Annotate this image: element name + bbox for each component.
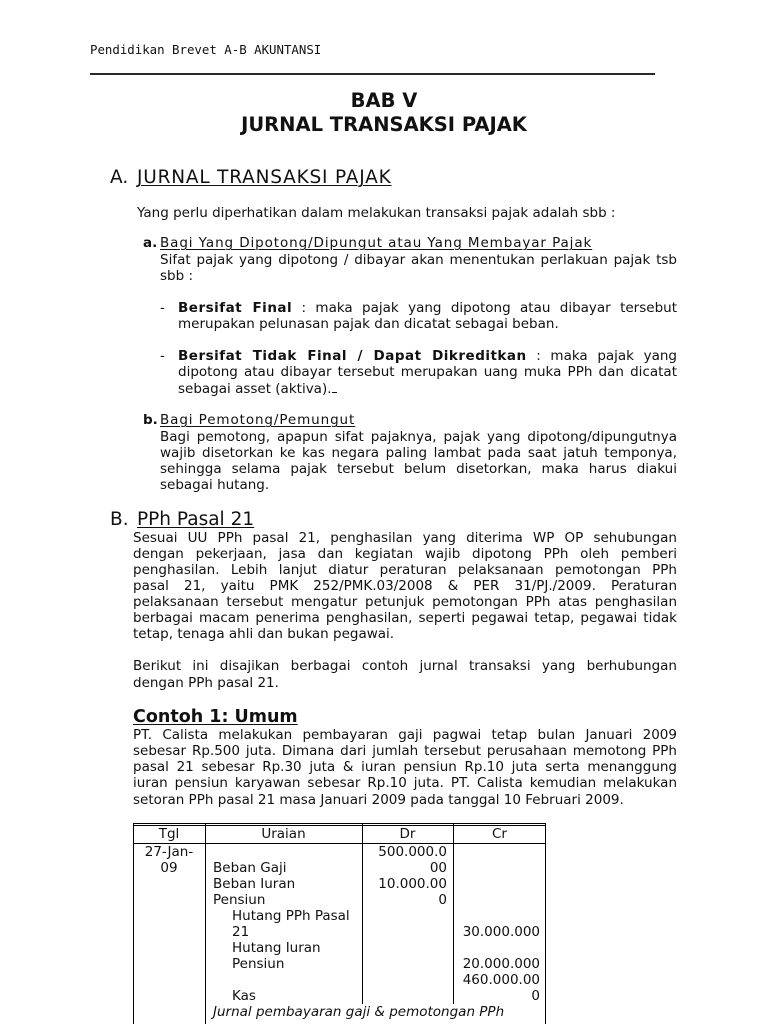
table-header-cr: Cr <box>492 826 507 842</box>
table-row <box>133 844 546 860</box>
table-header-row <box>133 826 546 843</box>
table-cell-dr: 0 <box>438 892 447 908</box>
paragraph-line: Sifat pajak yang dipotong / dibayar akan menentukan perlakuan pajak tsb <box>160 252 677 268</box>
table-row <box>133 940 546 956</box>
bullet-line <box>178 348 677 364</box>
table-cell-uraian: 21 <box>232 924 250 940</box>
paragraph-line: pelaksanaan tersebut mengatur petunjuk pemotongan PPh atas penghasilan <box>133 594 677 610</box>
section-a-intro: Yang perlu diperhatikan dalam melakukan transaksi pajak adalah sbb : <box>137 205 616 221</box>
paragraph-line: wajib disetorkan ke kas negara paling lambat pada saat jatuh temponya, <box>160 445 677 461</box>
bullet-term: Bersifat Tidak Final / Dapat Dikreditkan <box>178 348 527 364</box>
table-cell-dr: 10.000.00 <box>378 876 447 892</box>
table-cell-uraian: Beban Iuran <box>213 876 296 892</box>
bullet-text: : maka pajak yang dipotong atau dibayar tersebut <box>301 300 677 316</box>
paragraph-line: sbb : <box>160 268 194 284</box>
paragraph-line: PT. Calista melakukan pembayaran gaji pagwai tetap bulan Januari 2009 <box>133 727 677 743</box>
table-cell-cr: 460.000.00 <box>462 972 540 988</box>
header-rule <box>90 73 655 75</box>
table-cell-tgl: 27-Jan- <box>144 844 194 860</box>
paragraph-line: penghasilan. Lebih lanjut diatur peraturan pelaksanaan pemotongan PPh <box>133 562 677 578</box>
sub-a-heading: Bagi Yang Dipotong/Dipungut atau Yang Membayar Pajak <box>160 235 593 251</box>
paragraph-line: pasal 21, yaitu PMK 252/PMK.03/2008 & PER 31/PJ./2009. Peraturan <box>133 578 677 594</box>
sub-b-paragraph <box>160 429 677 493</box>
sub-a-marker: a. <box>143 235 158 251</box>
paragraph-line: dengan PPh pasal 21. <box>133 675 279 691</box>
table-cell-dr: 500.000.0 <box>378 844 447 860</box>
table-header-uraian: Uraian <box>261 826 306 842</box>
table-cell-uraian: Beban Gaji <box>213 860 287 876</box>
bullet-text: : maka pajak yang <box>536 348 677 364</box>
chapter-title: JURNAL TRANSAKSI PAJAK <box>241 113 527 136</box>
bullet-point-final <box>178 300 677 332</box>
journal-table <box>133 823 546 1024</box>
bullet-term: Bersifat Final <box>178 300 293 316</box>
table-cell-cr: 30.000.000 <box>462 924 540 940</box>
example-heading: Contoh 1: Umum <box>133 707 298 727</box>
table-cell-uraian: Hutang Iuran <box>232 940 321 956</box>
table-cell-cr: 0 <box>531 988 540 1004</box>
table-cell-uraian: Kas <box>232 988 256 1004</box>
table-row <box>133 1004 546 1020</box>
bullet-point-tidak-final <box>178 348 677 396</box>
table-row <box>133 972 546 988</box>
sub-b-heading: Bagi Pemotong/Pemungut <box>160 412 356 428</box>
table-cell-dr: 00 <box>429 860 447 876</box>
bullet-line: merupakan pelunasan pajak dan dicatat sebagai beban. <box>178 316 559 332</box>
paragraph-line: iuran pensiun karyawan sebesar Rp.10 juta. PT. Calista kemudian melakukan <box>133 775 677 791</box>
running-header: Pendidikan Brevet A-B AKUNTANSI <box>90 42 322 57</box>
sub-a-paragraph <box>160 252 677 284</box>
underline-mark <box>332 380 337 393</box>
bullet-line: dipotong atau dibayar tersebut merupakan uang muka PPh dan dicatat <box>178 364 677 380</box>
chapter-number: BAB V <box>350 89 418 112</box>
table-row <box>133 988 546 1004</box>
bullet-dash: - <box>160 348 165 364</box>
table-cell-uraian: Pensiun <box>213 892 266 908</box>
paragraph-line: berbagai macam penerima penghasilan, seperti pegawai tetap, pegawai tidak <box>133 610 677 626</box>
table-cell-uraian: Pensiun <box>232 956 285 972</box>
section-b-paragraph-1 <box>133 530 677 642</box>
bullet-line <box>178 380 677 396</box>
section-b-heading: PPh Pasal 21 <box>137 509 255 530</box>
paragraph-line: tetap, tenaga ahli dan bukan pegawai. <box>133 626 395 642</box>
table-cell-uraian: Hutang PPh Pasal <box>232 908 350 924</box>
paragraph-line: sehingga selama pajak tersebut belum disetorkan, maka harus diakui <box>160 461 677 477</box>
paragraph-line: setoran PPh pasal 21 masa Januari 2009 pada tanggal 10 Februari 2009. <box>133 792 624 808</box>
bullet-dash: - <box>160 300 165 316</box>
table-row <box>133 956 546 972</box>
table-journal-note: Jurnal pembayaran gaji & pemotongan PPh <box>213 1004 505 1020</box>
bullet-line <box>178 300 677 316</box>
table-row <box>133 876 546 892</box>
table-row <box>133 892 546 908</box>
section-a-marker: A. <box>110 167 129 188</box>
table-header-dr: Dr <box>399 826 416 842</box>
table-row <box>133 924 546 940</box>
paragraph-line: dengan pekerjaan, jasa dan kegiatan wajib dipotong PPh oleh pemberi <box>133 546 677 562</box>
table-row <box>133 860 546 876</box>
table-cell-cr: 20.000.000 <box>462 956 540 972</box>
section-a-heading: JURNAL TRANSAKSI PAJAK <box>137 167 392 188</box>
paragraph-line: Sesuai UU PPh pasal 21, penghasilan yang diterima WP OP sehubungan <box>133 530 677 546</box>
section-b-marker: B. <box>110 509 129 530</box>
sub-b-marker: b. <box>143 412 158 428</box>
table-cell-tgl: 09 <box>160 860 178 876</box>
bullet-text: sebagai asset (aktiva). <box>178 381 332 397</box>
paragraph-line: Berikut ini disajikan berbagai contoh jurnal transaksi yang berhubungan <box>133 658 677 674</box>
paragraph-line: Bagi pemotong, apapun sifat pajaknya, pajak yang dipotong/dipungutnya <box>160 429 677 445</box>
table-row <box>133 908 546 924</box>
section-b-paragraph-2 <box>133 658 677 691</box>
paragraph-line: sebesar Rp.500 juta. Dimana dari jumlah tersebut perusahaan memotong PPh <box>133 743 677 759</box>
example-paragraph <box>133 727 677 808</box>
table-header-tgl: Tgl <box>158 826 180 842</box>
paragraph-line: sebagai hutang. <box>160 477 270 493</box>
paragraph-line: pasal 21 sebesar Rp.30 juta & iuran pensiun Rp.10 juta serta menanggung <box>133 759 677 775</box>
